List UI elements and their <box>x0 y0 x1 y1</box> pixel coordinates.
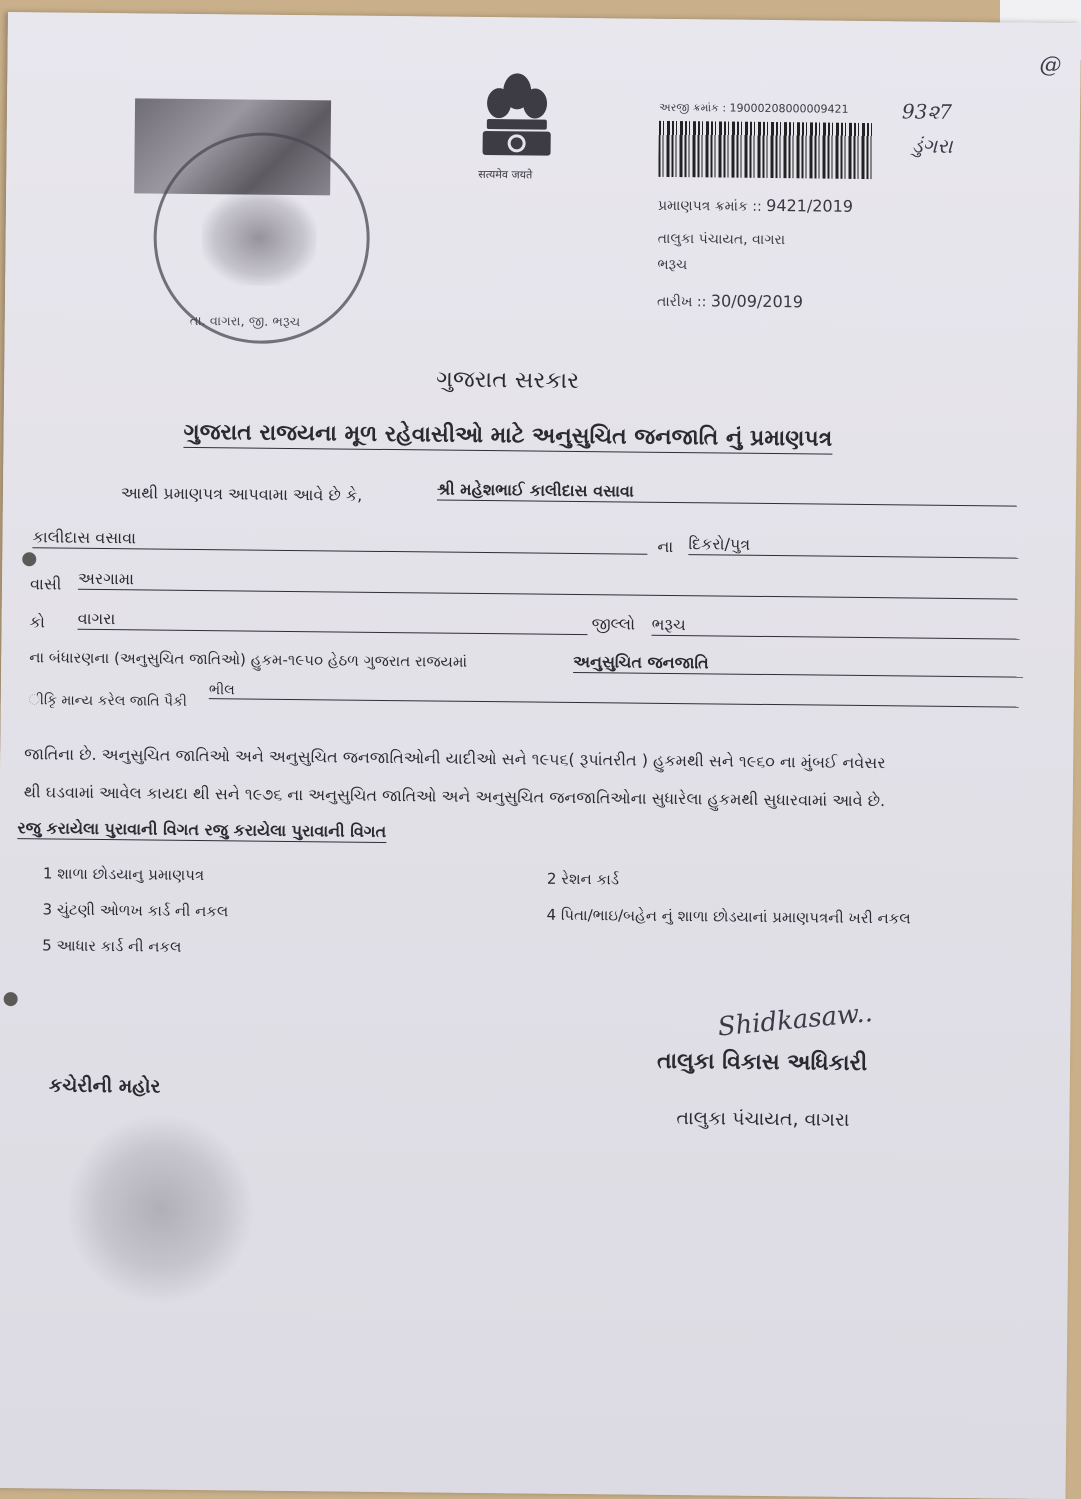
binder-ring-bottom <box>4 992 18 1006</box>
signatory-office: તાલુકા પંચાયત, વાગરા <box>676 1107 850 1131</box>
office-seal-label: કચેરીની મહોર <box>48 1074 161 1098</box>
father-name: કાલીદાસ વસાવા <box>32 527 647 554</box>
emblem-motto: सत्यमेव जयते <box>478 167 533 182</box>
certificate-number: 9421/2019 <box>766 195 854 216</box>
certificate-number-label: પ્રમાણપત્ર ક્રમાંક :: <box>657 197 762 215</box>
evidence-item-3: 3 ચુંટણી ઓળખ કાર્ડ ની નકલ <box>42 900 229 921</box>
application-number: અરજી ક્રમાંક : 19000208000009421 <box>658 100 849 116</box>
corner-mark: @ <box>1039 52 1062 79</box>
issuing-office: તાલુકા પંચાયત, વાગરા <box>657 230 786 249</box>
issue-date: 30/09/2019 <box>710 291 804 312</box>
intro-label: આથી પ્રમાણપત્ર આપવામા આવે છે કે, <box>120 483 363 505</box>
taluka: વાગરા <box>78 609 588 635</box>
of-label: ના <box>657 536 674 556</box>
resident-label: વાસી <box>29 574 62 594</box>
caste: ભીલ <box>209 682 1019 707</box>
category: અનુસુચિત જનજાતિ <box>573 652 1023 678</box>
evidence-item-1: 1 શાળા છોડયાનુ પ્રમાણપત્ર <box>42 864 205 885</box>
evidence-heading: રજુ કરાયેલા પુરાવાની વિગત રજુ કરાયેલા પુરાવાની વિગત <box>17 818 387 842</box>
paragraph-line-2: થી ઘડવામાં આવેલ કાયદા થી સને ૧૯૭૬ ના અનુસુચિત જાતિઓ અને અનુસુચિત જનજાતિઓના સુધારેલા હુકમથી સુધારવામાં આવે છે. <box>23 782 886 811</box>
village: અરગામા <box>78 569 1018 600</box>
certificate-title: ગુજરાત રાજયના મૂળ રહેવાસીઓ માટે અનુસુચિત જનજાતિ નું પ્રમાણપત્ર <box>183 420 832 455</box>
round-seal <box>153 132 371 345</box>
taluka-label: કો <box>29 612 46 632</box>
seal-text: તા. વાગરા, જી. ભરૂચ <box>189 313 301 331</box>
constitution-label: ના બંધારણના (અનુસુચિત જાતિઓ) હુકમ-૧૯૫૦ હેઠળ ગુજરાત રાજયમાં <box>29 648 468 671</box>
date-label: તારીખ :: <box>656 293 707 311</box>
relation: દિકરો/પુત્ર <box>688 534 1018 558</box>
paragraph-line-1: જાતિના છે. અનુસુચિત જાતિઓ અને અનુસુચિત જનજાતિઓની યાદીઓ સને ૧૯૫૬( રૂપાંતરીત ) હુકમથી સને ૧૯૬૦ ના મુંબઈ નવેસર <box>24 744 886 773</box>
signature: Shidkasaw.. <box>716 998 874 1043</box>
district: ભરૂચ <box>652 615 1020 640</box>
handwritten-note-1: 93૨7 <box>901 99 953 124</box>
district-label: જીલ્લો <box>591 614 636 634</box>
designation: તાલુકા વિકાસ અધિકારી <box>656 1048 868 1077</box>
evidence-item-2: 2 રેશન કાર્ડ <box>546 869 620 889</box>
government-title: ગુજરાત સરકાર <box>436 366 580 394</box>
handwritten-note-2: ડુંગરા <box>911 133 953 158</box>
holder-name: શ્રી મહેશભાઈ કાલીદાસ વસાવા <box>437 480 1017 507</box>
recognized-label: ીકૃિ માન્ય કરેલ જાતિ પૈકી <box>28 692 188 710</box>
barcode <box>658 121 874 179</box>
binder-ring-top <box>22 552 36 566</box>
certificate-page <box>0 12 1081 1499</box>
evidence-item-5: 5 આધાર કાર્ડ ની નકલ <box>42 936 182 956</box>
issuing-district: ભરૂચ <box>657 256 688 274</box>
office-stamp <box>64 1113 256 1305</box>
evidence-item-4: 4 પિતા/ભાઇ/બહેન નું શાળા છોડયાનાં પ્રમાણપત્રની ખરી નકલ <box>546 905 911 928</box>
